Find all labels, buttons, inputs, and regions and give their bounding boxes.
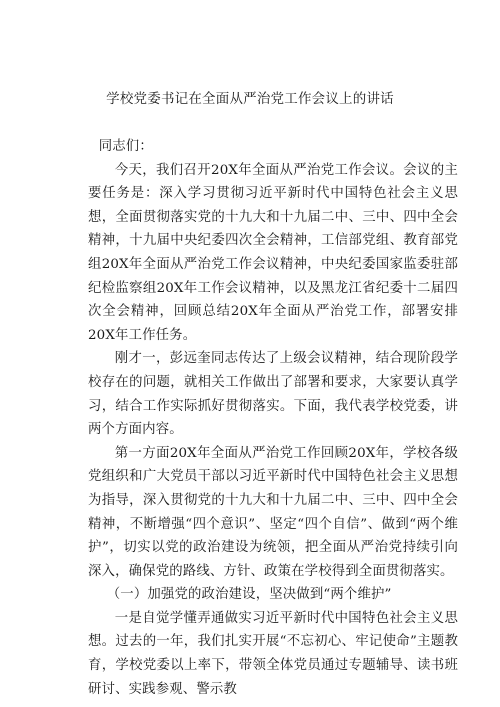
document-title: 学校党委书记在全面从严治党工作会议上的讲话 [106, 91, 394, 107]
paragraph-review: 第一方面20X年全面从严治党工作回顾20X年，学校各级党组织和广大党员干部以习近平新时代中国特色社会主义思想为指导，深入贯彻党的十九大和十九届二中、三中、四中全会精神，不断增强“四个意识”、坚定“四个自信”、做到“两个维护”，切实以党的政治建设为统领，把全面从严治党持续引向深入，确保党的路线、方针、政策在学校得到全面贯彻落实。 [88, 445, 458, 579]
document-body [88, 135, 458, 701]
section-subheading: （一）加强党的政治建设，坚决做到“两个维护” [106, 587, 392, 603]
paragraph-study: 一是自觉学懂弄通做实习近平新时代中国特色社会主义思想。过去的一年，我们扎实开展“不忘初心、牢记使命”主题教育，学校党委以上率下，带领全体党员通过专题辅导、读书班研讨、实践参观、警示教 [88, 610, 458, 697]
paragraph-transition: 刚才一，彭远奎同志传达了上级会议精神，结合现阶段学校存在的问题，就相关工作做出了部署和要求，大家要认真学习，结合工作实际抓好贯彻落实。下面，我代表学校党委，讲两个方面内容。 [88, 351, 458, 438]
paragraph-opening: 今天，我们召开20X年全面从严治党工作会议。会议的主要任务是：深入学习贯彻习近平新时代中国特色社会主义思想，全面贯彻落实党的十九大和十九届二中、三中、四中全会精神，十九届中央纪委四次全会精神，工信部党组、教育部党组20X年全面从严治党工作会议精神，中央纪委国家监委驻部纪检监察组20X年工作会议精神，以及黑龙江省纪委十二届四次全会精神，回顾总结20X年全面从严治党工作，部署安排20X年工作任务。 [88, 162, 458, 343]
salutation: 同志们： [98, 139, 153, 154]
